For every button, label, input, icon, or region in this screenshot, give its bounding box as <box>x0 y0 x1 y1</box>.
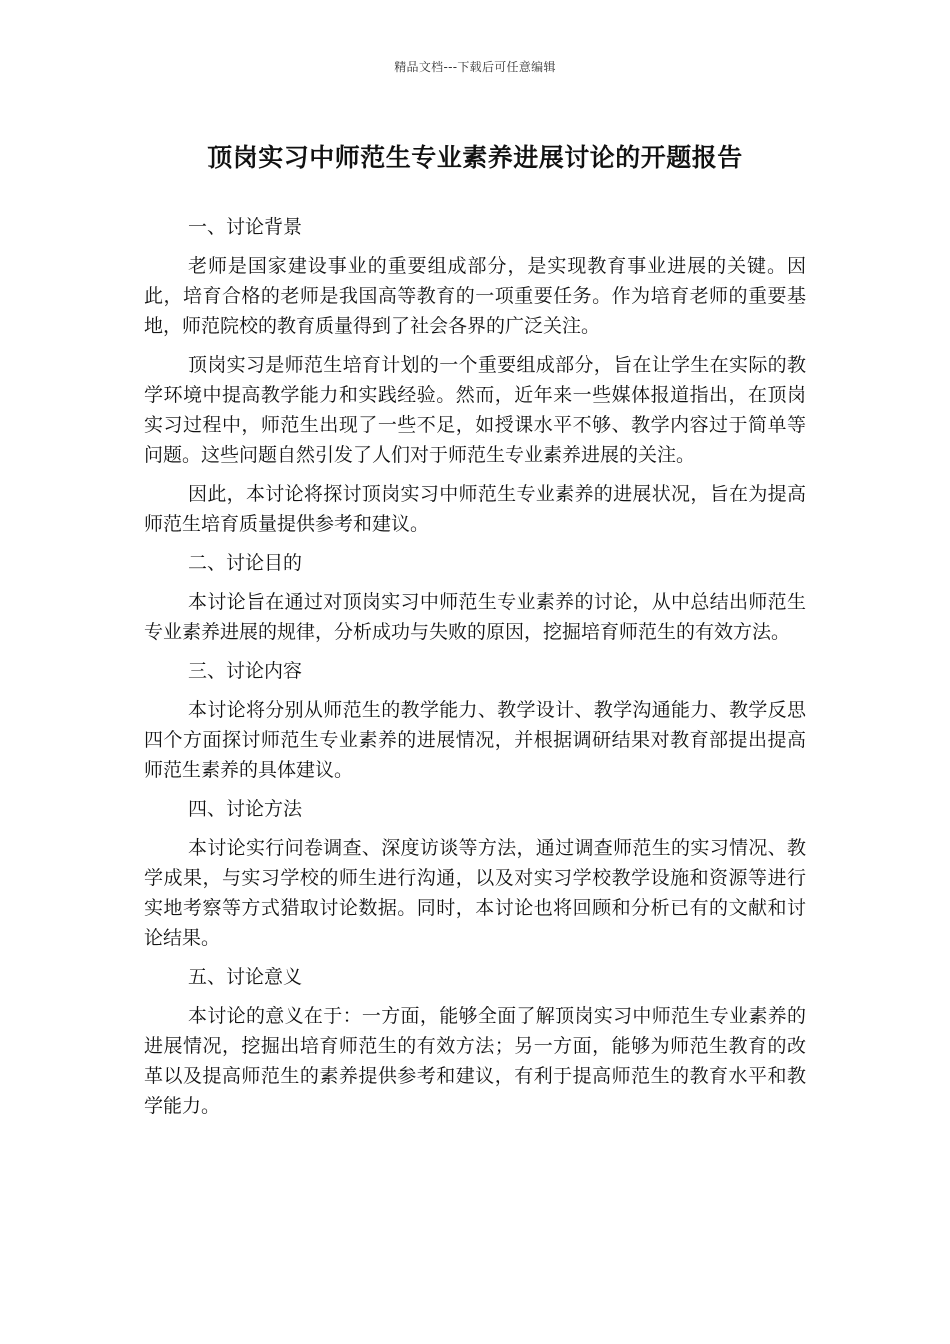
paragraph: 本讨论旨在通过对顶岗实习中师范生专业素养的讨论，从中总结出师范生专业素养进展的规律，分析成功与失败的原因，挖掘培育师范生的有效方法。 <box>144 591 806 643</box>
section-heading-method: 四、讨论方法 <box>188 798 303 820</box>
section-heading-significance: 五、讨论意义 <box>188 966 303 988</box>
paragraph: 本讨论实行问卷调查、深度访谈等方法，通过调查师范生的实习情况、教学成果，与实习学校的师生进行沟通，以及对实习学校教学设施和资源等进行实地考察等方式猎取讨论数据。同时，本讨论也将回顾和分析已有的文献和讨论结果。 <box>144 837 806 949</box>
document-title: 顶岗实习中师范生专业素养进展讨论的开题报告 <box>207 143 743 172</box>
section-heading-content: 三、讨论内容 <box>188 660 303 682</box>
header-note: 精品文档---下载后可任意编辑 <box>394 60 556 74</box>
document-body <box>144 212 806 1130</box>
paragraph: 老师是国家建设事业的重要组成部分，是实现教育事业进展的关键。因此，培育合格的老师是我国高等教育的一项重要任务。作为培育老师的重要基地，师范院校的教育质量得到了社会各界的广泛关注。 <box>144 255 806 337</box>
paragraph: 因此，本讨论将探讨顶岗实习中师范生专业素养的进展状况，旨在为提高师范生培育质量提供参考和建议。 <box>144 483 806 535</box>
section-heading-background: 一、讨论背景 <box>188 216 303 238</box>
section-heading-purpose: 二、讨论目的 <box>188 552 303 574</box>
paragraph: 本讨论将分别从师范生的教学能力、教学设计、教学沟通能力、教学反思四个方面探讨师范生专业素养的进展情况，并根据调研结果对教育部提出提高师范生素养的具体建议。 <box>144 699 806 781</box>
paragraph: 本讨论的意义在于：一方面，能够全面了解顶岗实习中师范生专业素养的进展情况，挖掘出培育师范生的有效方法；另一方面，能够为师范生教育的改革以及提高师范生的素养提供参考和建议，有利于提高师范生的教育水平和教学能力。 <box>144 1005 806 1117</box>
paragraph: 顶岗实习是师范生培育计划的一个重要组成部分，旨在让学生在实际的教学环境中提高教学能力和实践经验。然而，近年来一些媒体报道指出，在顶岗实习过程中，师范生出现了一些不足，如授课水平不够、教学内容过于简单等问题。这些问题自然引发了人们对于师范生专业素养进展的关注。 <box>144 354 806 466</box>
